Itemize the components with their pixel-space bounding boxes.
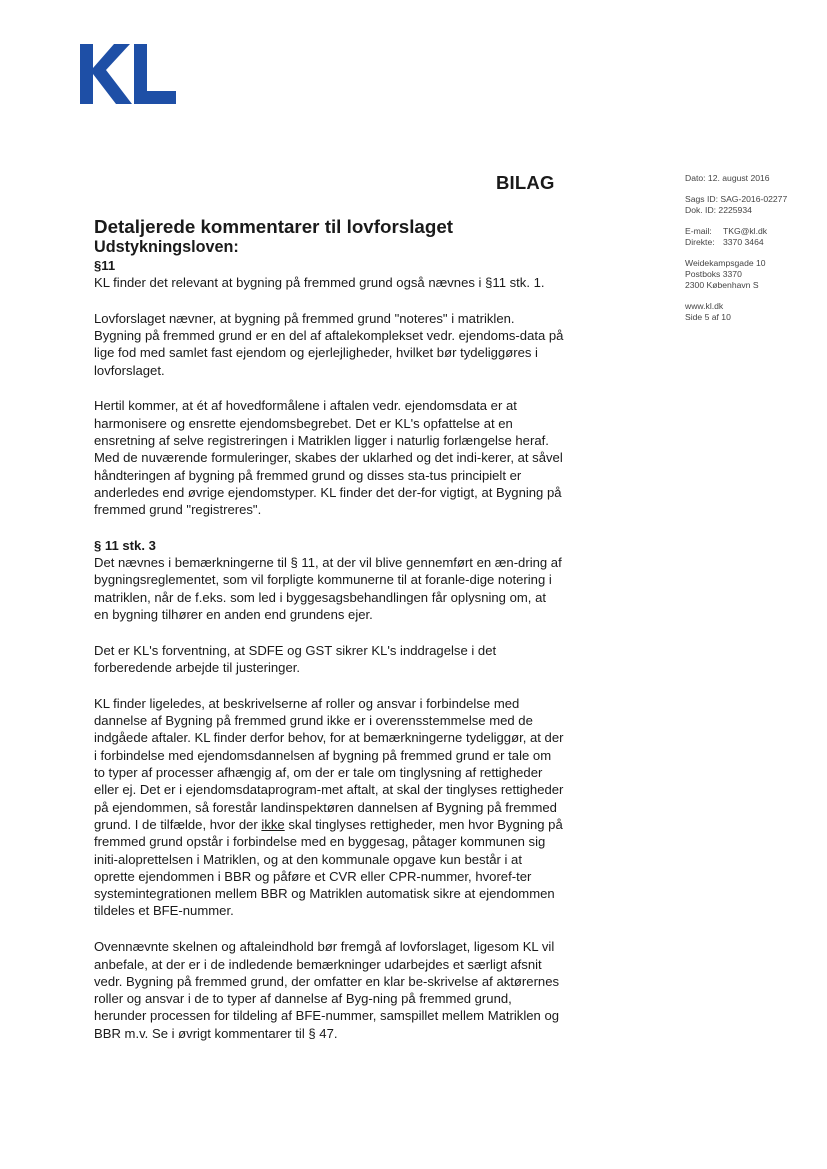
page-number: Side 5 af 10: [685, 312, 731, 322]
document-subtitle: Udstykningsloven:: [94, 238, 239, 256]
address-line-2: Postboks 3370: [685, 269, 742, 279]
paragraph-6-part-a: KL finder ligeledes, at beskrivelserne af roller og ansvar i forbindelse med dannelse af Bygning på fremmed grund ikke er i overensstemmelse med de indgåede aftaler. KL finder derfor behov, for at bemærkningerne tydeliggør, at der i forbindelse med ejendomsdannelsen af bygning på fremmed grund er tale om to typer af processer afhængig af, om der er tale om tinglysning af rettigheder eller ej. Det er i ejendomsdataprogram-met aftalt, at skal der tinglyses rettigheder på ejendommen, så forestår landinspektøren dannelsen af Bygning på fremmed grund. I de tilfælde, hvor der: [94, 695, 564, 832]
paragraph-7: Ovennævnte skelnen og aftaleindhold bør fremgå af lovforslaget, ligesom KL vil anbefale, at der er i de indledende bemærkninger udarbejdes et særligt afsnit vedr. Bygning på fremmed grund, der omfatter en klar be-skrivelse af aktørernes roller og ansvar i de to typer af dannelse af Byg-ning på fremmed grund, herunder processen for tildeling af BFE-nummer, samspillet mellem Matriklen og BBR m.v. Se i øvrigt kommentarer til § 47.: [94, 939, 560, 1041]
dok-id-line: Dok. ID: 2225934: [685, 205, 752, 215]
email-link[interactable]: TKG@kl.dk: [723, 226, 768, 236]
email-label: E-mail:: [685, 226, 712, 236]
address-line-3: 2300 København S: [685, 280, 759, 290]
paragraph-6: [94, 695, 564, 920]
paragraph-3: Hertil kommer, at ét af hovedformålene i aftalen vedr. ejendomsdata er at harmonisere og ensrette ejendomsbegrebet. Det er KL's opfattelse at en ensretning af selve registreringen i Matriklen ligger i naturlig forlængelse heraf. Med de nuværende formuleringer, skabes der uklarhed og det indi-kerer, at såvel håndteringen af bygning på fremmed grund og disses sta-tus principielt er anderledes end øvrige ejendomstyper. KL finder det der-for vigtigt, at Bygning på fremmed grund "registreres".: [94, 398, 563, 518]
document-title: Detaljerede kommentarer til lovforslaget: [94, 216, 454, 237]
document-meta-sidebar: [685, 173, 787, 333]
kl-logo: [80, 44, 176, 104]
phone-label: Direkte:: [685, 237, 715, 247]
document-body: [94, 216, 564, 1059]
paragraph-6-part-b: skal tinglyses rettigheder, men hvor Bygning på fremmed grund opstår i forbindelse med en byggesag, påtager kommunen sig initi-aloprettelsen i Matriklen, og at den kommunale opgave kun består i at oprette ejendommen i BBR og påføre et CVR eller CPR-nummer, hvoref-ter systemintegrationen mellem BBR og Matriklen automatisk sikre at ejendommen tildeles et BFE-nummer.: [94, 816, 563, 919]
section-heading-11-stk-3: § 11 stk. 3: [94, 538, 156, 554]
phone-value: 3370 3464: [723, 237, 764, 247]
email-line: [685, 226, 787, 237]
phone-line: [685, 237, 787, 248]
underlined-ikke: ikke: [261, 816, 285, 832]
bilag-heading: BILAG: [496, 172, 555, 193]
paragraph-2: Lovforslaget nævner, at bygning på fremmed grund "noteres" i matriklen. Bygning på fremmed grund er en del af aftalekomplekset vedr. ejendoms-data på lige fod med samlet fast ejendom og ejerlejligheder, hvilket bør tydeliggøres i lovforslaget.: [94, 310, 564, 378]
website-link[interactable]: www.kl.dk: [685, 301, 724, 311]
date-line: Dato: 12. august 2016: [685, 173, 770, 183]
section-heading-11: §11: [94, 258, 116, 273]
paragraph-5: Det er KL's forventning, at SDFE og GST sikrer KL's inddragelse i det forberedende arbejde til justeringer.: [94, 642, 497, 676]
address-line-1: Weidekampsgade 10: [685, 258, 766, 268]
paragraph-1: KL finder det relevant at bygning på fremmed grund også nævnes i §11 stk. 1.: [94, 275, 545, 290]
sags-id-line: Sags ID: SAG-2016-02277: [685, 194, 788, 204]
paragraph-4: Det nævnes i bemærkningerne til § 11, at der vil blive gennemført en æn-dring af bygningsreglementet, som vil forpligte kommunerne til at foranle-dige notering i matriklen, når de f.eks. som led i byggesagsbehandlingen får oplysning om, at en bygning tilhører en anden end grundens ejer.: [94, 555, 562, 622]
